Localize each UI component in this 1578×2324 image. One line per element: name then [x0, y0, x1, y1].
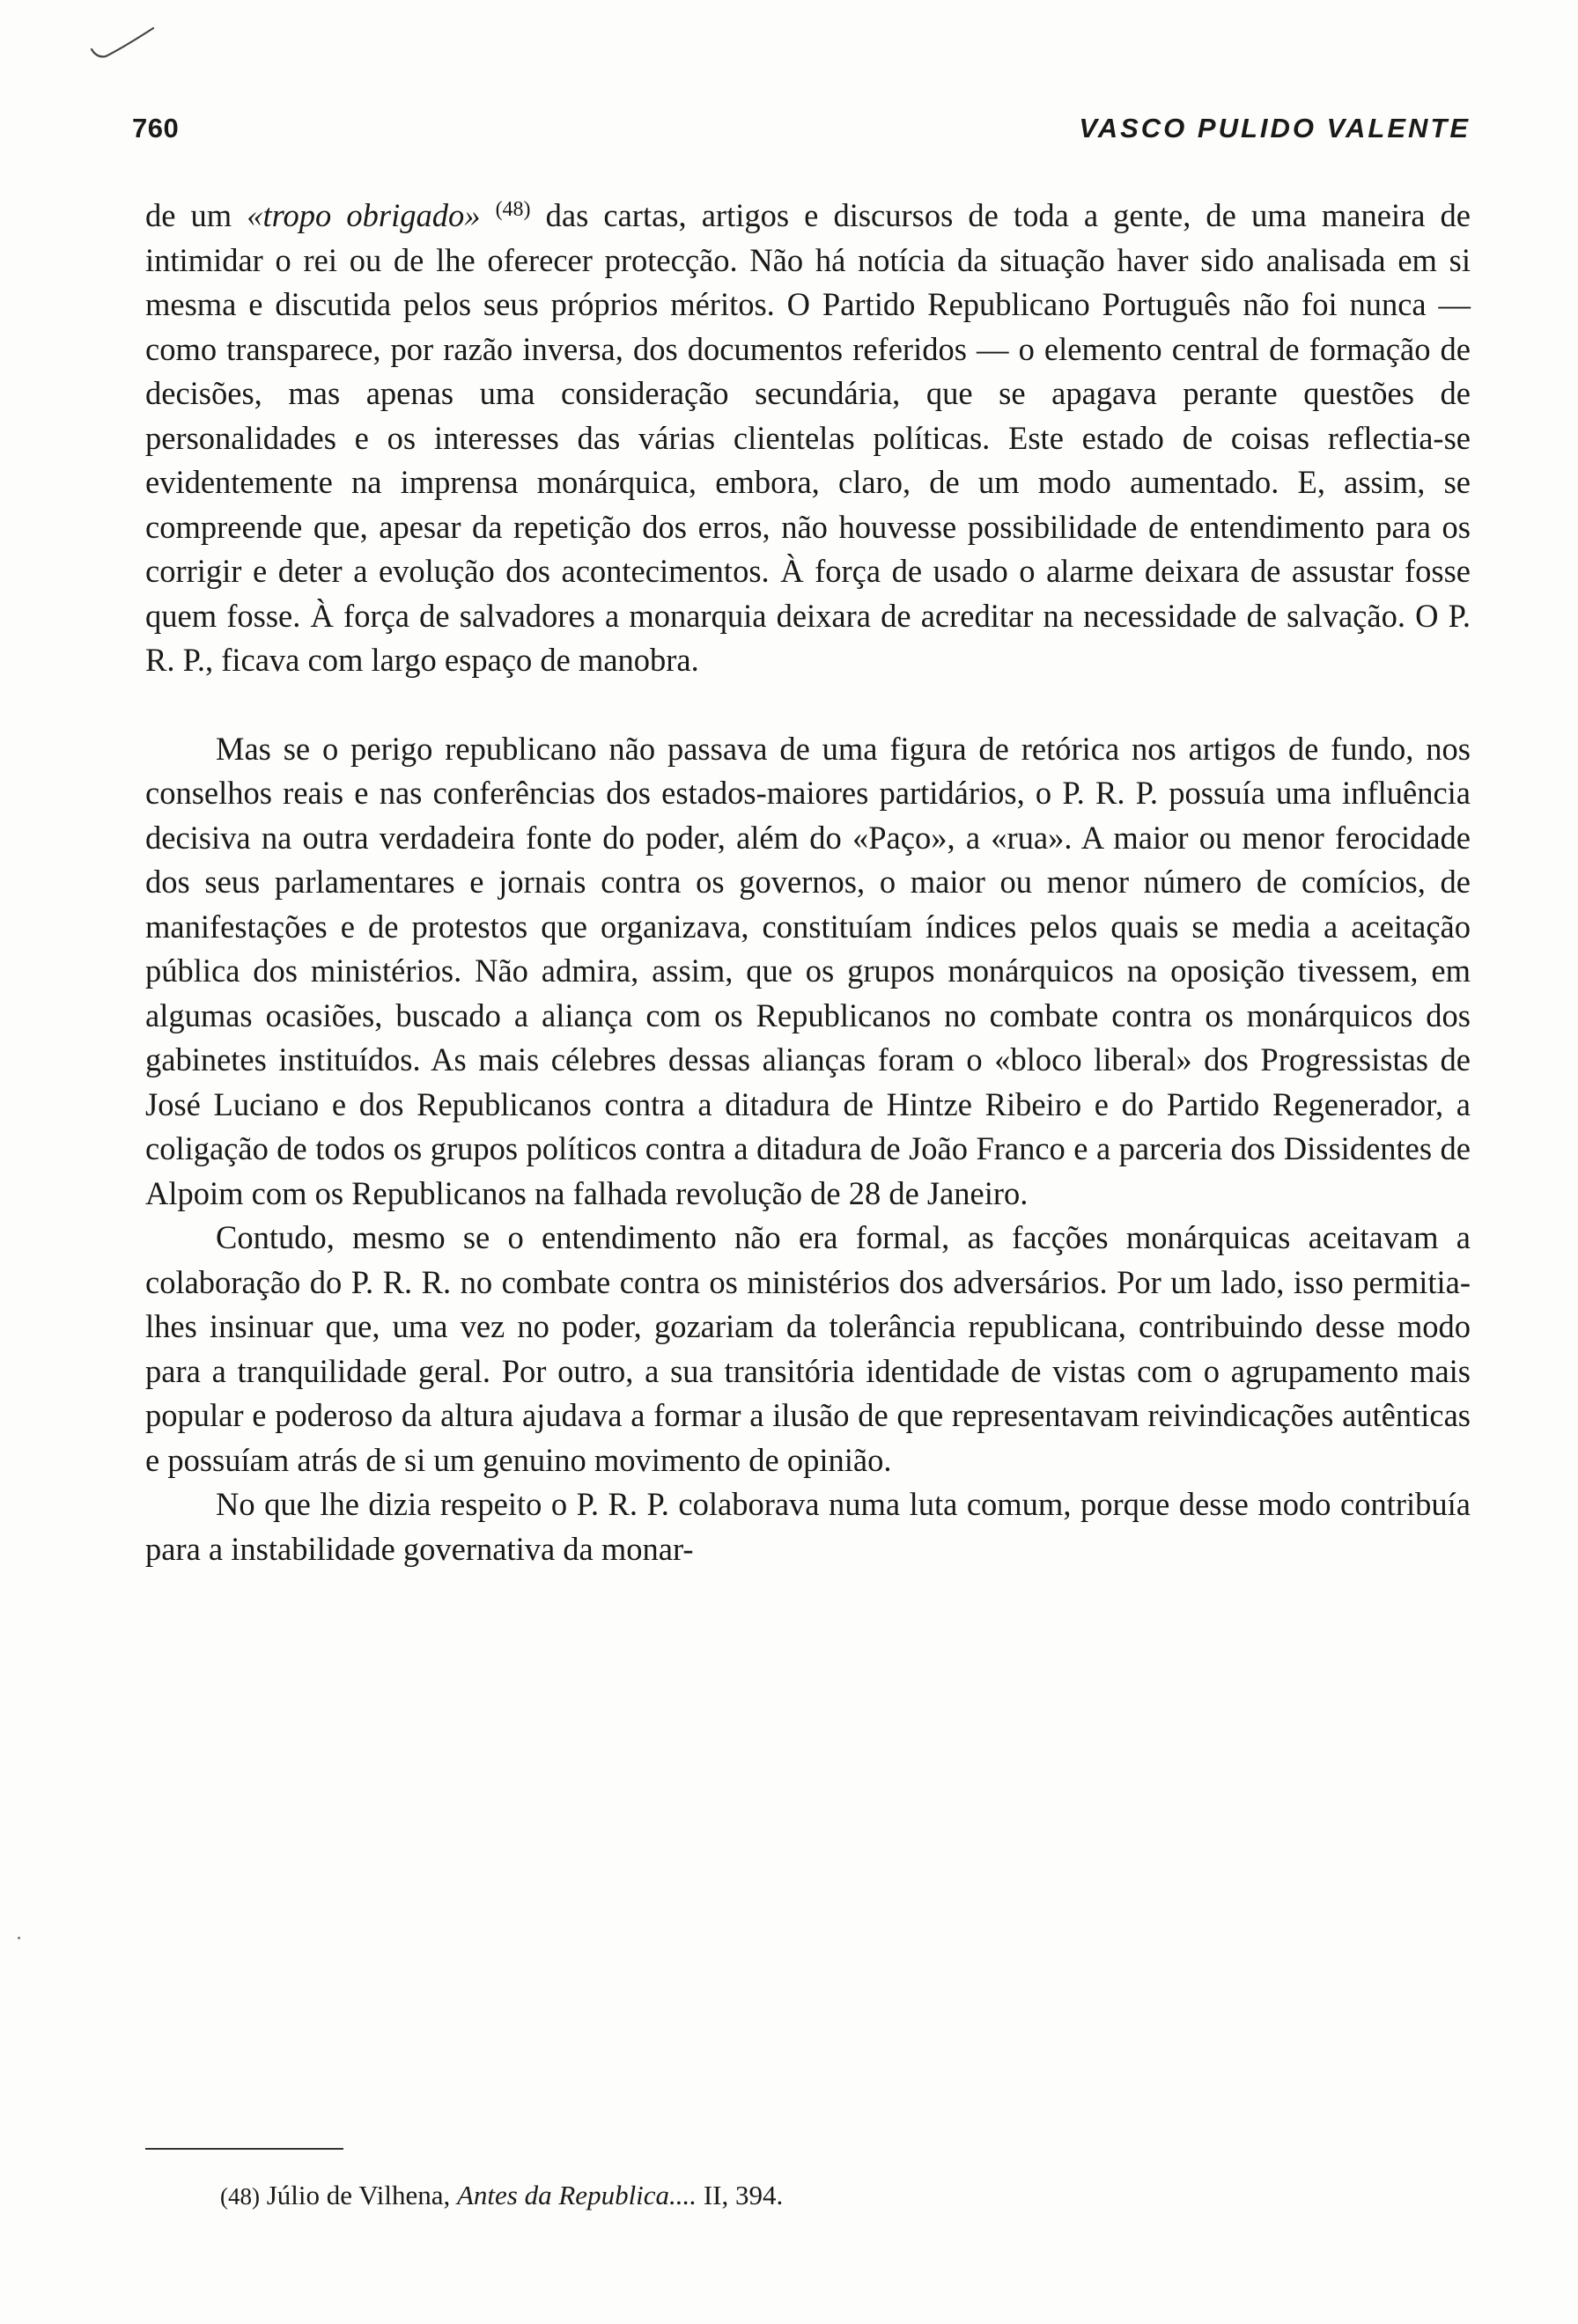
- handwritten-check-mark: [88, 25, 159, 63]
- footnote-author: Júlio de Vilhena,: [259, 2180, 457, 2210]
- footnote-title: Antes da Republica....: [457, 2180, 697, 2210]
- footnote-citation: II, 394.: [697, 2180, 784, 2210]
- margin-speck: [18, 1937, 20, 1939]
- footnote-number: (48): [220, 2183, 260, 2210]
- page-header: [132, 113, 1471, 157]
- paragraph-1: [145, 194, 1471, 683]
- paragraph-4: No que lhe dizia respeito o P. R. P. colaborava numa luta comum, porque desse modo contribuía para a instabilidade governativa da monar-: [145, 1486, 1471, 1567]
- paragraph-1-text: das cartas, artigos e discursos de toda a gente, de uma maneira de intimidar o rei ou de lhe oferecer protecção. Não há notícia da situação haver sido analisada em si mesma e discutida pelos seus próprios méritos. O Partido Republicano Português não foi nunca — como transparece, por razão inversa, dos documentos referidos — o elemento central de formação de decisões, mas apenas uma consideração secundária, que se apagava perante questões de personalidades e os interesses das várias clientelas políticas. Este estado de coisas reflectia-se evidentemente na imprensa monárquica, embora, claro, de um modo aumentado. E, assim, se compreende que, apesar da repetição dos erros, não houvesse possibilidade de entendimento para os corrigir e deter a evolução dos acontecimentos. À força de usado o alarme deixara de assustar fosse quem fosse. À força de salvadores a monarquia deixara de acreditar na necessidade de salvação. O P. R. P., ficava com largo espaço de manobra.: [145, 197, 1471, 678]
- footnote-divider: [145, 2148, 343, 2150]
- footnote-ref-48: (48): [495, 198, 531, 221]
- paragraph-1-start: de um: [145, 197, 247, 233]
- footnote-48: [220, 2178, 1365, 2214]
- body-text: [145, 194, 1471, 1571]
- running-head: VASCO PULIDO VALENTE: [1079, 113, 1471, 143]
- paragraph-3: Contudo, mesmo se o entendimento não era formal, as facções monárquicas aceitavam a colaboração do P. R. R. no combate contra os ministérios dos adversários. Por um lado, isso permitia-lhes insinuar que, uma vez no poder, gozariam da tolerância republicana, contribuindo desse modo para a tranquilidade geral. Por outro, a sua transitória identidade de vistas com o agrupamento mais popular e poderoso da altura ajudava a formar a ilusão de que representavam reivindicações autênticas e possuíam atrás de si um genuino movimento de opinião.: [145, 1219, 1471, 1478]
- quoted-phrase: «tropo obrigado»: [247, 197, 481, 233]
- page-number: 760: [132, 113, 180, 143]
- paragraph-2: Mas se o perigo republicano não passava de uma figura de retórica nos artigos de fundo, nos conselhos reais e nas conferências dos estados-maiores partidários, o P. R. P. possuía uma influência decisiva na outra verdadeira fonte do poder, além do «Paço», a «rua». A maior ou menor ferocidade dos seus parlamentares e jornais contra os governos, o maior ou menor número de comícios, de manifestações e de protestos que organizava, constituíam índices pelos quais se media a aceitação pública dos ministérios. Não admira, assim, que os grupos monárquicos na oposição tivessem, em algumas ocasiões, buscado a aliança com os Republicanos no combate contra os monárquicos dos gabinetes instituídos. As mais célebres dessas alianças foram o «bloco liberal» dos Progressistas de José Luciano e dos Republicanos contra a ditadura de Hintze Ribeiro e do Partido Regenerador, a coligação de todos os grupos políticos contra a ditadura de João Franco e a parceria dos Dissidentes de Alpoim com os Republicanos na falhada revolução de 28 de Janeiro.: [145, 730, 1471, 1211]
